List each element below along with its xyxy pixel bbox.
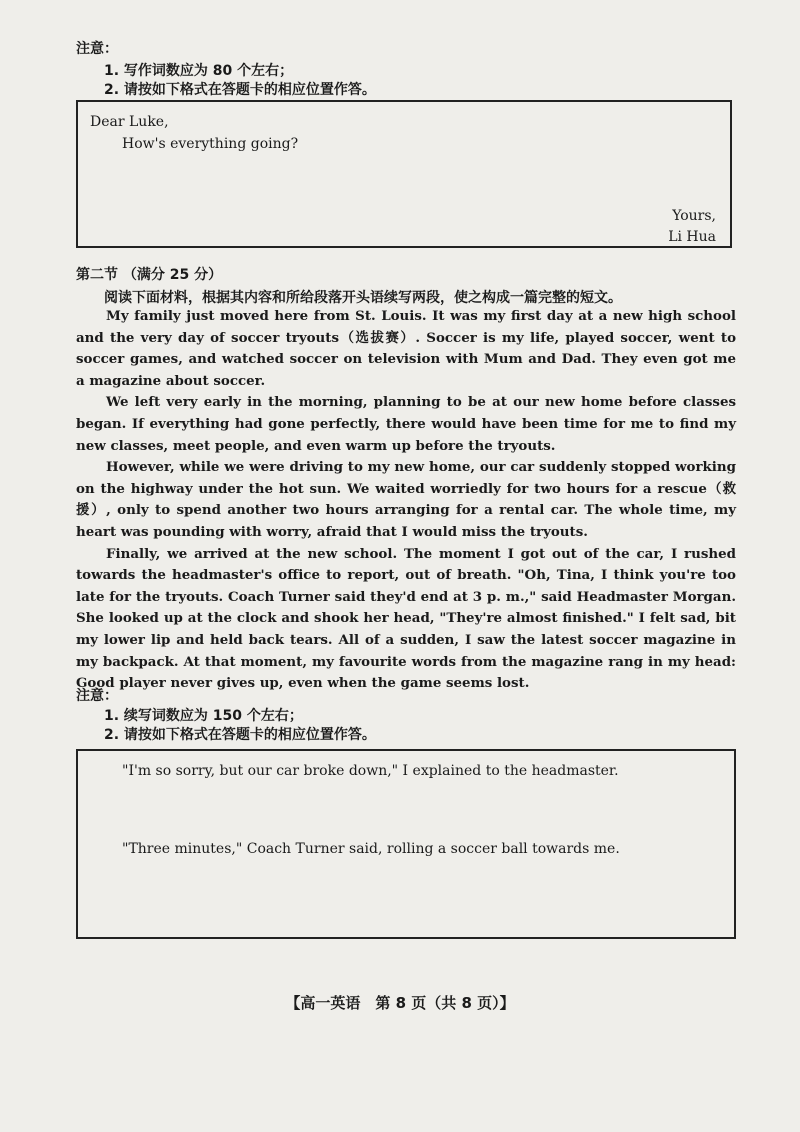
- continuation-format-box: [76, 749, 736, 939]
- writing-note-2: 2. 请按如下格式在答题卡的相应位置作答。: [104, 82, 376, 98]
- passage-paragraph: We left very early in the morning, planning to be at our new home before classes began. If everything had gone perfectly, there would have been time for me to find my new classes, meet people, and even warm up before the tryouts.: [76, 394, 736, 454]
- letter-closing: Yours,: [672, 208, 716, 224]
- paragraph-start-2: "Three minutes," Coach Turner said, rolling a soccer ball towards me.: [122, 841, 620, 857]
- passage-paragraph: Finally, we arrived at the new school. The moment I got out of the car, I rushed towards the headmaster's office to report, out of breath. "Oh, Tina, I think you're too late for the tryouts. Coach Turner said they'd end at 3 p. m.," said Headmaster Morgan. She looked up at the clock and shook her head, "They're almost finished." I felt sad, bit my lower lip and held back tears. All of a sudden, I saw the latest soccer magazine in my backpack. At that moment, my favourite words from the magazine rang in my head: Good player never gives up, even when the game seems lost.: [76, 545, 736, 692]
- continuation-note-2: 2. 请按如下格式在答题卡的相应位置作答。: [104, 727, 376, 743]
- writing-notes-title: 注意：: [76, 41, 118, 57]
- letter-greeting: Dear Luke,: [90, 114, 169, 130]
- reading-passage: [76, 306, 736, 695]
- continuation-note-1: 1. 续写词数应为 150 个左右；: [104, 708, 303, 724]
- passage-paragraph: However, while we were driving to my new home, our car suddenly stopped working on the highway under the hot sun. We waited worriedly for two hours for a rescue（救援）, only to spend another two hours arranging for a rental car. The whole time, my heart was pounding with worry, afraid that I would miss the tryouts.: [76, 459, 736, 540]
- paragraph-start-1: "I'm so sorry, but our car broke down," I explained to the headmaster.: [122, 763, 619, 779]
- passage-paragraph: My family just moved here from St. Louis. It was my first day at a new high school and the very day of soccer tryouts（选拔赛）. Soccer is my life, played soccer, went to soccer games, and watched soccer on television with Mum and Dad. They even got me a magazine about soccer.: [76, 308, 736, 389]
- letter-format-box: [76, 100, 732, 248]
- page-footer: 【高一英语 第 8 页（共 8 页）】: [285, 994, 515, 1012]
- writing-note-1: 1. 写作词数应为 80 个左右；: [104, 63, 294, 79]
- section2-instruction: 阅读下面材料，根据其内容和所给段落开头语续写两段，使之构成一篇完整的短文。: [104, 290, 622, 306]
- continuation-notes-title: 注意：: [76, 688, 118, 704]
- section2-heading: 第二节 （满分 25 分）: [76, 267, 223, 283]
- letter-opening: How's everything going?: [122, 136, 299, 152]
- letter-signature: Li Hua: [668, 229, 716, 245]
